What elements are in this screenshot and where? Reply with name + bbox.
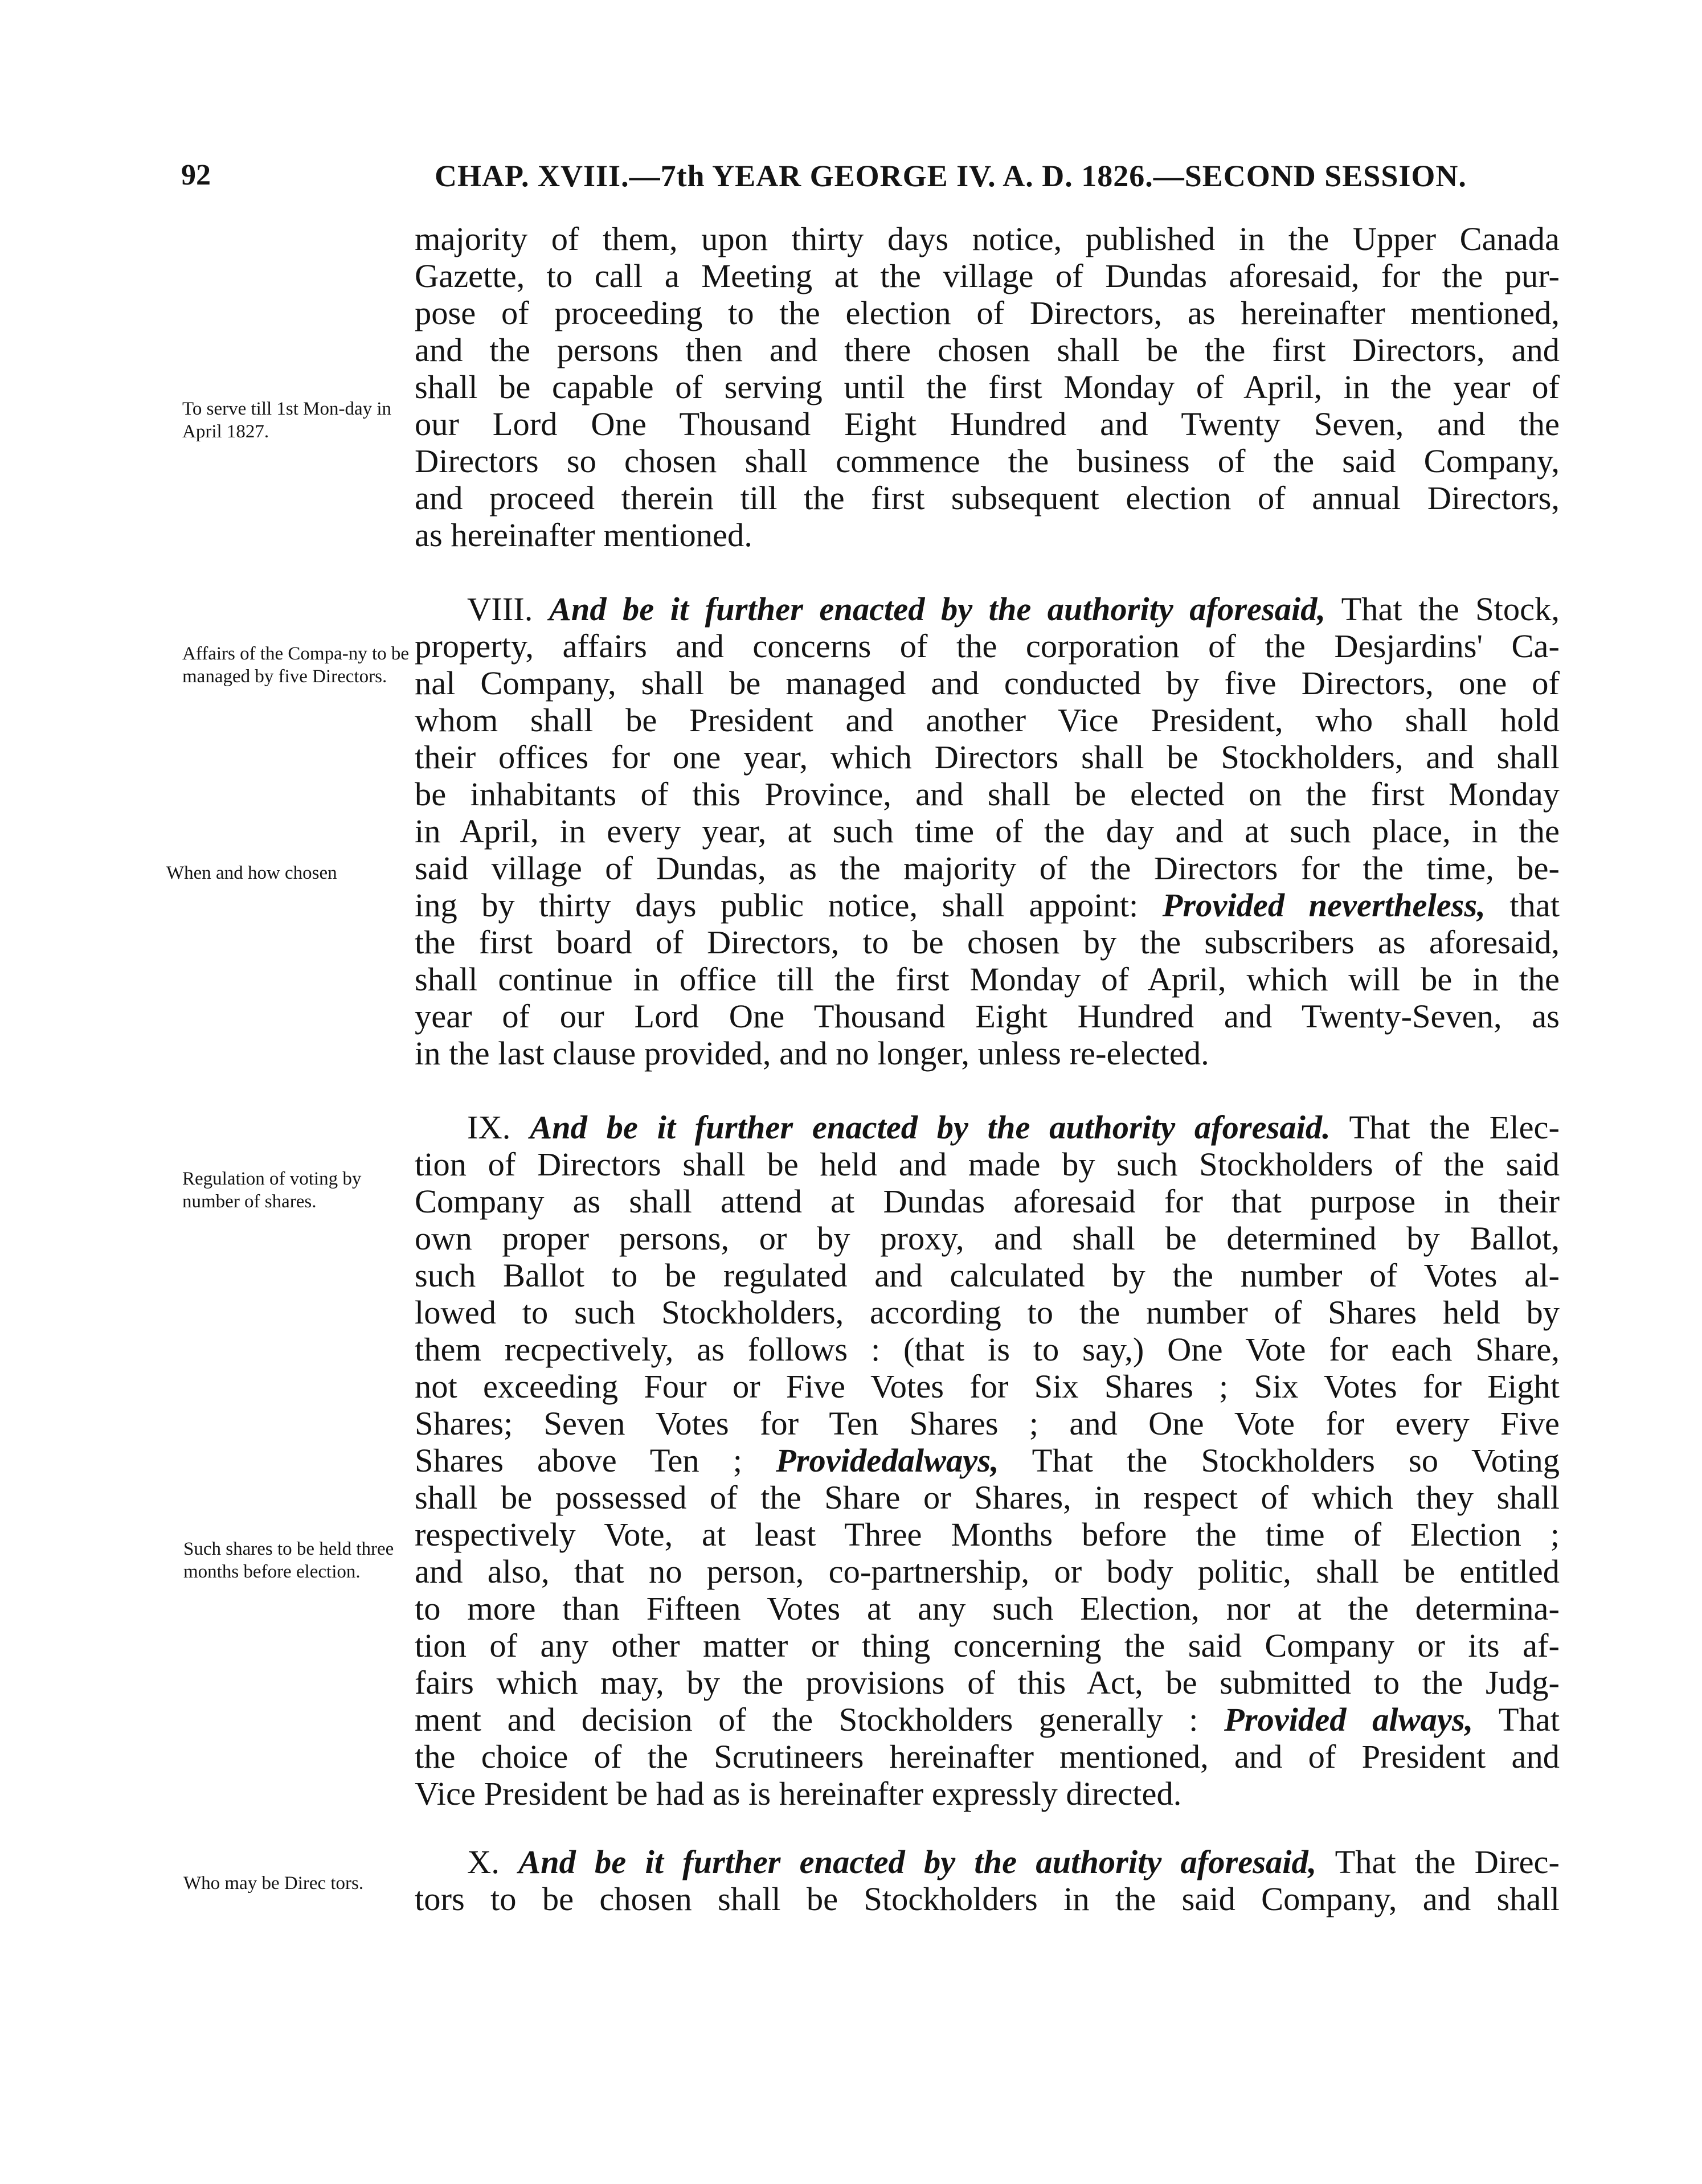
text-line: the choice of the Scrutineers hereinafter mentioned, and of President and bbox=[415, 1738, 1560, 1775]
running-head: CHAP. XVIII.—7th YEAR GEORGE IV. A. D. 1826.—SECOND SESSION. bbox=[435, 159, 1467, 193]
section-opening-line bbox=[415, 591, 1560, 628]
text-line: and the persons then and there chosen shall be the first Directors, and bbox=[415, 331, 1560, 368]
enacting-clause: And be it further enacted by the authority aforesaid, bbox=[549, 591, 1326, 628]
margin-note: Regulation of voting by number of shares. bbox=[182, 1169, 362, 1212]
text-line: tors to be chosen shall be Stockholders in the said Company, and shall bbox=[415, 1880, 1560, 1917]
text-fragment: That bbox=[1498, 1701, 1560, 1738]
section-number: IX. bbox=[467, 1109, 511, 1146]
text-fragment: ing by thirty days public notice, shall appoint: bbox=[415, 887, 1139, 924]
text-fragment: that bbox=[1509, 887, 1560, 924]
text-line: majority of them, upon thirty days notice, published in the Upper Canada bbox=[415, 220, 1560, 257]
text-line: Vice President be had as is hereinafter expressly directed. bbox=[415, 1775, 1182, 1812]
text-line: tion of any other matter or thing concerning the said Company or its af- bbox=[415, 1627, 1560, 1664]
text-line: and also, that no person, co-partnership, or body politic, shall be entitled bbox=[415, 1553, 1560, 1590]
text-line: Directors so chosen shall commence the business of the said Company, bbox=[415, 442, 1560, 480]
text-line: and proceed therein till the first subsequent election of annual Directors, bbox=[415, 480, 1560, 517]
margin-note: Who may be Direc tors. bbox=[183, 1873, 364, 1894]
paragraph-continuation bbox=[415, 220, 1560, 554]
text-line: the first board of Directors, to be chosen by the subscribers as aforesaid, bbox=[415, 924, 1560, 961]
margin-note: To serve till 1st Mon-day in April 1827. bbox=[182, 399, 392, 442]
text-line: not exceeding Four or Five Votes for Six Shares ; Six Votes for Eight bbox=[415, 1368, 1560, 1405]
text-line: lowed to such Stockholders, according to the number of Shares held by bbox=[415, 1294, 1560, 1331]
text-line: Gazette, to call a Meeting at the village of Dundas aforesaid, for the pur- bbox=[415, 257, 1560, 294]
section-x bbox=[415, 1843, 1560, 1917]
text-line: them recpectively, as follows : (that is to say,) One Vote for each Share, bbox=[415, 1331, 1560, 1368]
text-line: property, affairs and concerns of the corporation of the Desjardins' Ca- bbox=[415, 628, 1560, 665]
text-line: tion of Directors shall be held and made by such Stockholders of the said bbox=[415, 1146, 1560, 1183]
margin-note: When and how chosen bbox=[166, 863, 337, 883]
proviso-line bbox=[415, 1701, 1560, 1738]
text-line: fairs which may, by the provisions of this Act, be submitted to the Judg- bbox=[415, 1664, 1560, 1701]
section-viii bbox=[415, 591, 1560, 1072]
section-opening-line bbox=[415, 1109, 1560, 1146]
provided-line bbox=[415, 1442, 1560, 1479]
text-fragment: Shares above Ten ; bbox=[415, 1442, 742, 1479]
section-ix bbox=[415, 1109, 1560, 1812]
text-line: own proper persons, or by proxy, and shall be determined by Ballot, bbox=[415, 1220, 1560, 1257]
text-fragment: That the Stockholders so Voting bbox=[1032, 1442, 1560, 1479]
text-line: shall be capable of serving until the first Monday of April, in the year of bbox=[415, 368, 1560, 405]
text-line: year of our Lord One Thousand Eight Hundred and Twenty-Seven, as bbox=[415, 998, 1560, 1035]
enacting-clause: And be it further enacted by the authority aforesaid. bbox=[530, 1109, 1331, 1146]
section-number: VIII. bbox=[467, 591, 533, 628]
margin-note: Affairs of the Compa-ny to be managed by five Directors. bbox=[182, 644, 410, 687]
text-line: as hereinafter mentioned. bbox=[415, 517, 752, 554]
text-line: respectively Vote, at least Three Months before the time of Election ; bbox=[415, 1516, 1560, 1553]
text-line: Shares; Seven Votes for Ten Shares ; and One Vote for every Five bbox=[415, 1405, 1560, 1442]
margin-note: Such shares to be held three months before election. bbox=[183, 1539, 394, 1582]
text-fragment: ment and decision of the Stockholders generally : bbox=[415, 1701, 1198, 1738]
text-line: pose of proceeding to the election of Directors, as hereinafter mentioned, bbox=[415, 294, 1560, 331]
text-line: shall continue in office till the first Monday of April, which will be in the bbox=[415, 961, 1560, 998]
text-line: their offices for one year, which Directors shall be Stockholders, and shall bbox=[415, 739, 1560, 776]
text-line: said village of Dundas, as the majority of the Directors for the time, be- bbox=[415, 850, 1560, 887]
text-fragment: That the Stock, bbox=[1341, 591, 1560, 628]
text-line: shall be possessed of the Share or Shares, in respect of which they shall bbox=[415, 1479, 1560, 1516]
text-line: in April, in every year, at such time of the day and at such place, in the bbox=[415, 813, 1560, 850]
text-line: to more than Fifteen Votes at any such Election, nor at the determina- bbox=[415, 1590, 1560, 1627]
proviso-clause: Providedalways, bbox=[776, 1442, 999, 1479]
text-line: whom shall be President and another Vice President, who shall hold bbox=[415, 702, 1560, 739]
enacting-clause: And be it further enacted by the authority aforesaid, bbox=[518, 1843, 1317, 1880]
proviso-clause: Provided always, bbox=[1224, 1701, 1474, 1738]
section-number: X. bbox=[467, 1843, 500, 1880]
page-header bbox=[181, 158, 1565, 204]
text-line: nal Company, shall be managed and conducted by five Directors, one of bbox=[415, 665, 1560, 702]
text-line: such Ballot to be regulated and calculated by the number of Votes al- bbox=[415, 1257, 1560, 1294]
text-fragment: That the Elec- bbox=[1349, 1109, 1560, 1146]
text-line: our Lord One Thousand Eight Hundred and Twenty Seven, and the bbox=[415, 405, 1560, 442]
text-line: be inhabitants of this Province, and shall be elected on the first Monday bbox=[415, 776, 1560, 813]
text-line: in the last clause provided, and no longer, unless re-elected. bbox=[415, 1035, 1209, 1072]
proviso-clause: Provided nevertheless, bbox=[1162, 887, 1486, 924]
text-fragment: That the Direc- bbox=[1335, 1843, 1560, 1880]
proviso-line bbox=[415, 887, 1560, 924]
text-line: Company as shall attend at Dundas aforesaid for that purpose in their bbox=[415, 1183, 1560, 1220]
section-opening-line bbox=[415, 1843, 1560, 1880]
page-number: 92 bbox=[181, 159, 211, 191]
